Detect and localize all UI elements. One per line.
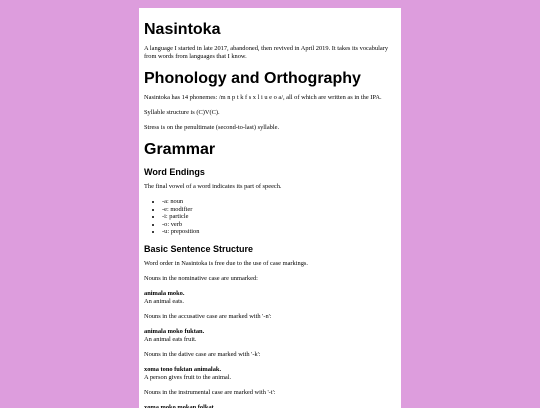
example-sentence: xoma moko mokan folkat. xyxy=(144,403,216,408)
accusative-paragraph: Nouns in the accusative case are marked with '-n': xyxy=(144,312,272,320)
syllable-paragraph: Syllable structure is (C)V(C). xyxy=(144,109,220,116)
list-item: • -u: preposition xyxy=(162,228,396,236)
word-order-paragraph: Word order in Nasintoka is free due to the use of case markings. xyxy=(144,259,308,267)
list-item: • -o: verb xyxy=(162,221,396,229)
list-item: • -a: noun xyxy=(162,198,396,206)
list-item: • -i: particle xyxy=(162,213,396,221)
nominative-example xyxy=(144,290,396,306)
word-endings-list xyxy=(144,198,396,236)
sentence-structure-heading: Basic Sentence Structure xyxy=(144,243,254,254)
example-translation: A person gives fruit to the animal. xyxy=(144,373,232,381)
document-page xyxy=(139,8,401,408)
nominative-paragraph: Nouns in the nominative case are unmarked: xyxy=(144,274,258,282)
dative-example xyxy=(144,366,396,382)
grammar-heading: Grammar xyxy=(144,141,216,158)
phonemes-paragraph: Nasintoka has 14 phonemes: /m n p t k f s x l i u e o a/, all of which are written as in the IPA. xyxy=(144,94,382,101)
example-sentence: xoma tono fuktan animalak. xyxy=(144,365,222,373)
word-endings-heading: Word Endings xyxy=(144,167,205,177)
phonology-heading: Phonology and Orthography xyxy=(144,70,361,87)
instrumental-paragraph: Nouns in the instrumental case are marked with '-t': xyxy=(144,388,276,396)
example-translation: An animal eats fruit. xyxy=(144,335,197,343)
accusative-example xyxy=(144,328,396,344)
intro-paragraph: A language I started in late 2017, abandoned, then revived in April 2019. It takes its vocabulary from words from languages that I know. xyxy=(144,45,389,60)
page-title: Nasintoka xyxy=(144,21,221,38)
list-item: • -e: modifier xyxy=(162,206,396,214)
dative-paragraph: Nouns in the dative case are marked with '-k': xyxy=(144,350,261,358)
example-sentence: animala moko. xyxy=(144,289,185,297)
stress-paragraph: Stress is on the penultimate (second-to-last) syllable. xyxy=(144,124,280,131)
example-sentence: animala moko fuktan. xyxy=(144,327,205,335)
example-translation: An animal eats. xyxy=(144,297,184,305)
word-endings-paragraph: The final vowel of a word indicates its part of speech. xyxy=(144,183,282,190)
